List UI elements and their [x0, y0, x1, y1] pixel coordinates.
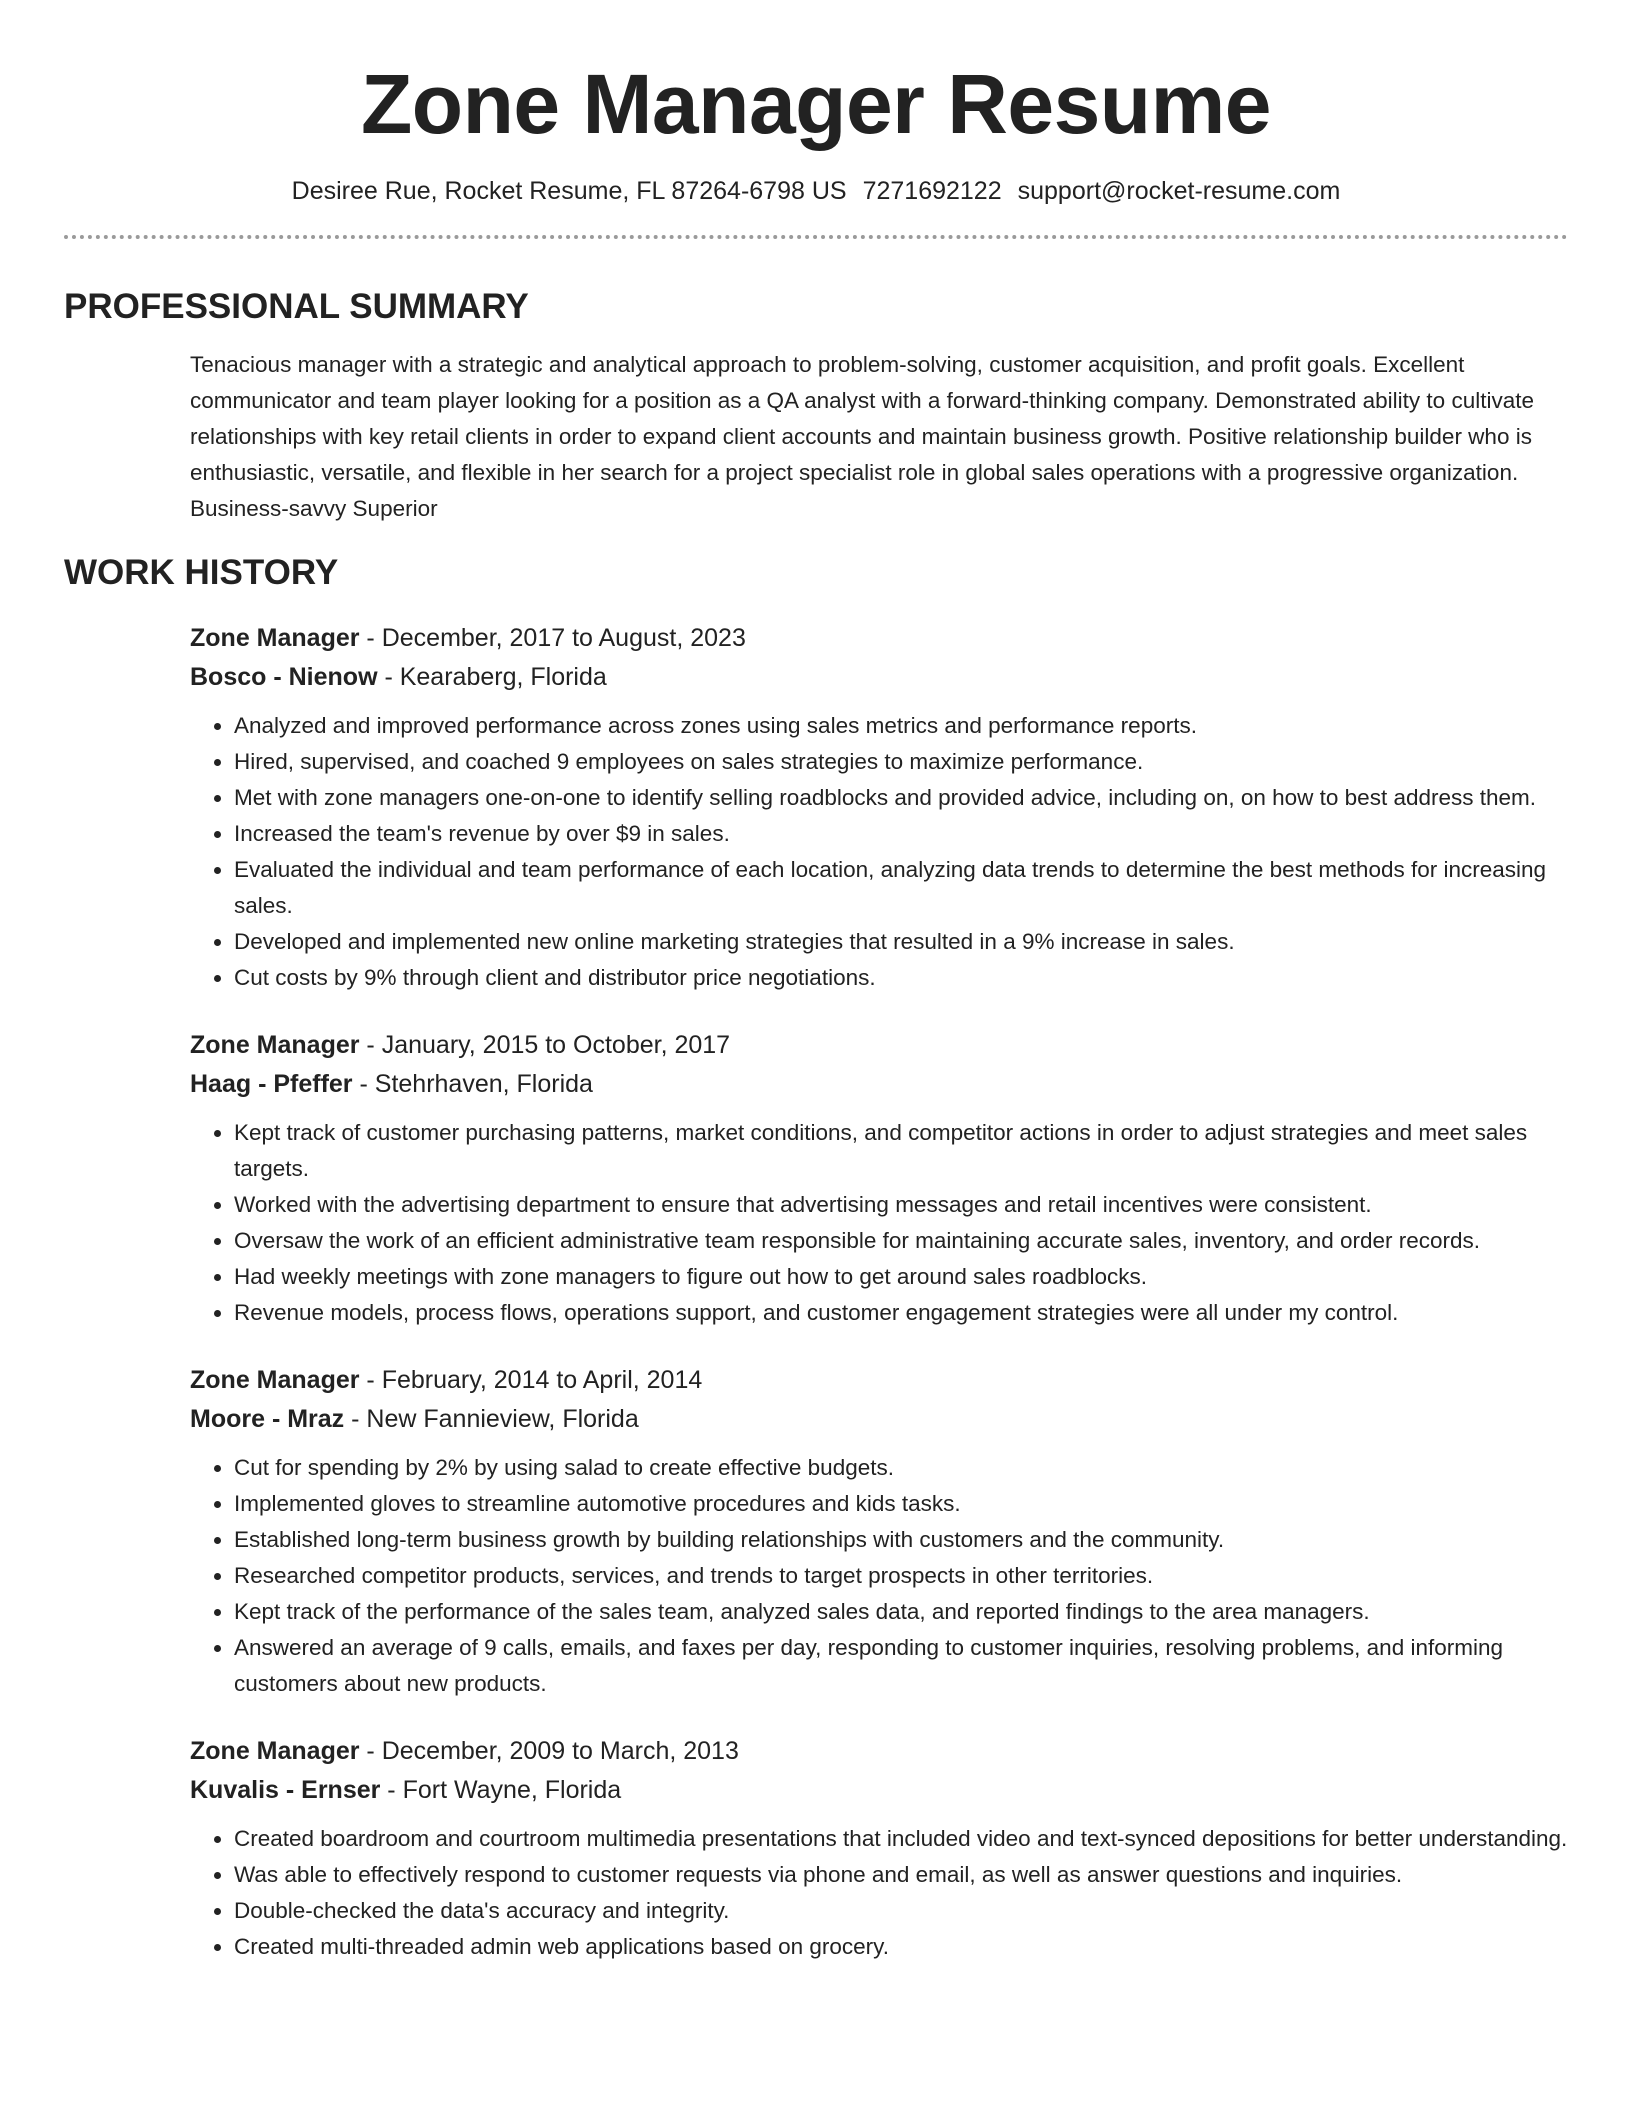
job-bullet: • Answered an average of 9 calls, emails, and faxes per day, responding to customer inquiries, resolving problems, and informing customers about new products. — [234, 1630, 1568, 1702]
job-bullet: • Increased the team's revenue by over $9 in sales. — [234, 816, 1568, 852]
job-title: Zone Manager — [190, 624, 360, 652]
job-bullet: • Revenue models, process flows, operations support, and customer engagement strategies were all under my control. — [234, 1295, 1568, 1331]
job-location: - Fort Wayne, Florida — [380, 1776, 622, 1804]
job-title-line — [190, 1361, 1568, 1400]
job-entry — [190, 1026, 1568, 1331]
job-company-line — [190, 658, 1568, 697]
job-bullets — [190, 1821, 1568, 1965]
job-company: Bosco - Nienow — [190, 663, 378, 691]
job-bullet: • Created multi-threaded admin web applications based on grocery. — [234, 1929, 1568, 1965]
job-title-line — [190, 619, 1568, 658]
job-company: Haag - Pfeffer — [190, 1070, 353, 1098]
job-dates: - December, 2017 to August, 2023 — [359, 624, 746, 652]
header-divider — [64, 235, 1568, 239]
job-bullets — [190, 1450, 1568, 1702]
job-bullet: • Worked with the advertising department to ensure that advertising messages and retail incentives were consistent. — [234, 1187, 1568, 1223]
page-title: Zone Manager Resume — [360, 57, 1272, 151]
summary-text: Tenacious manager with a strategic and analytical approach to problem-solving, customer acquisition, and profit goals. Excellent communicator and team player looking for a position as a QA analyst with a forward-thinking company. Demonstrated ability to cultivate relationships with key retail clients in order to expand client accounts and maintain business growth. Positive relationship builder who is enthusiastic, versatile, and flexible in her search for a project specialist role in global sales operations with a progressive organization. Business-savvy Superior — [190, 352, 1534, 521]
resume-page — [64, 0, 1568, 1965]
job-dates: - December, 2009 to March, 2013 — [359, 1737, 739, 1765]
contact-phone: 7271692122 — [862, 177, 1002, 205]
contact-email: support@rocket-resume.com — [1017, 177, 1341, 205]
job-entry — [190, 1361, 1568, 1702]
job-location: - Kearaberg, Florida — [377, 663, 607, 691]
job-dates: - February, 2014 to April, 2014 — [359, 1366, 703, 1394]
job-bullets — [190, 1115, 1568, 1331]
job-bullet: • Researched competitor products, services, and trends to target prospects in other territories. — [234, 1558, 1568, 1594]
job-bullet: • Double-checked the data's accuracy and integrity. — [234, 1893, 1568, 1929]
job-bullet: • Created boardroom and courtroom multimedia presentations that included video and text-synced depositions for better understanding. — [234, 1821, 1568, 1857]
job-location: - New Fannieview, Florida — [344, 1405, 639, 1433]
job-bullet: • Implemented gloves to streamline automotive procedures and kids tasks. — [234, 1486, 1568, 1522]
work-history-heading: WORK HISTORY — [64, 553, 339, 592]
job-bullet: • Cut for spending by 2% by using salad to create effective budgets. — [234, 1450, 1568, 1486]
job-bullet: • Met with zone managers one-on-one to identify selling roadblocks and provided advice, including on, on how to best address them. — [234, 780, 1568, 816]
job-bullet: • Cut costs by 9% through client and distributor price negotiations. — [234, 960, 1568, 996]
job-title: Zone Manager — [190, 1366, 360, 1394]
job-company: Kuvalis - Ernser — [190, 1776, 381, 1804]
job-bullet: • Was able to effectively respond to customer requests via phone and email, as well as answer questions and inquiries. — [234, 1857, 1568, 1893]
contact-line — [64, 174, 1568, 208]
job-bullet: • Developed and implemented new online marketing strategies that resulted in a 9% increase in sales. — [234, 924, 1568, 960]
job-company-line — [190, 1400, 1568, 1439]
job-bullet: • Analyzed and improved performance across zones using sales metrics and performance reports. — [234, 708, 1568, 744]
job-entry — [190, 619, 1568, 996]
job-bullets — [190, 708, 1568, 996]
job-bullet: • Had weekly meetings with zone managers to figure out how to get around sales roadblocks. — [234, 1259, 1568, 1295]
job-title: Zone Manager — [190, 1737, 360, 1765]
summary-heading: PROFESSIONAL SUMMARY — [64, 287, 529, 326]
job-bullet: • Oversaw the work of an efficient administrative team responsible for maintaining accurate sales, inventory, and order records. — [234, 1223, 1568, 1259]
job-company-line — [190, 1065, 1568, 1104]
job-title-line — [190, 1026, 1568, 1065]
job-dates: - January, 2015 to October, 2017 — [359, 1031, 731, 1059]
job-bullet: • Evaluated the individual and team performance of each location, analyzing data trends to determine the best methods for increasing sales. — [234, 852, 1568, 924]
job-title-line — [190, 1732, 1568, 1771]
job-bullet: • Kept track of the performance of the sales team, analyzed sales data, and reported findings to the area managers. — [234, 1594, 1568, 1630]
job-title: Zone Manager — [190, 1031, 360, 1059]
work-history-list — [190, 619, 1568, 1965]
job-company: Moore - Mraz — [190, 1405, 345, 1433]
job-company-line — [190, 1771, 1568, 1810]
job-bullet: • Kept track of customer purchasing patterns, market conditions, and competitor actions in order to adjust strategies and meet sales targets. — [234, 1115, 1568, 1187]
contact-address: Desiree Rue, Rocket Resume, FL 87264-6798 US — [291, 177, 847, 205]
job-location: - Stehrhaven, Florida — [352, 1070, 593, 1098]
job-bullet: • Established long-term business growth by building relationships with customers and the community. — [234, 1522, 1568, 1558]
job-bullet: • Hired, supervised, and coached 9 employees on sales strategies to maximize performance. — [234, 744, 1568, 780]
job-entry — [190, 1732, 1568, 1965]
